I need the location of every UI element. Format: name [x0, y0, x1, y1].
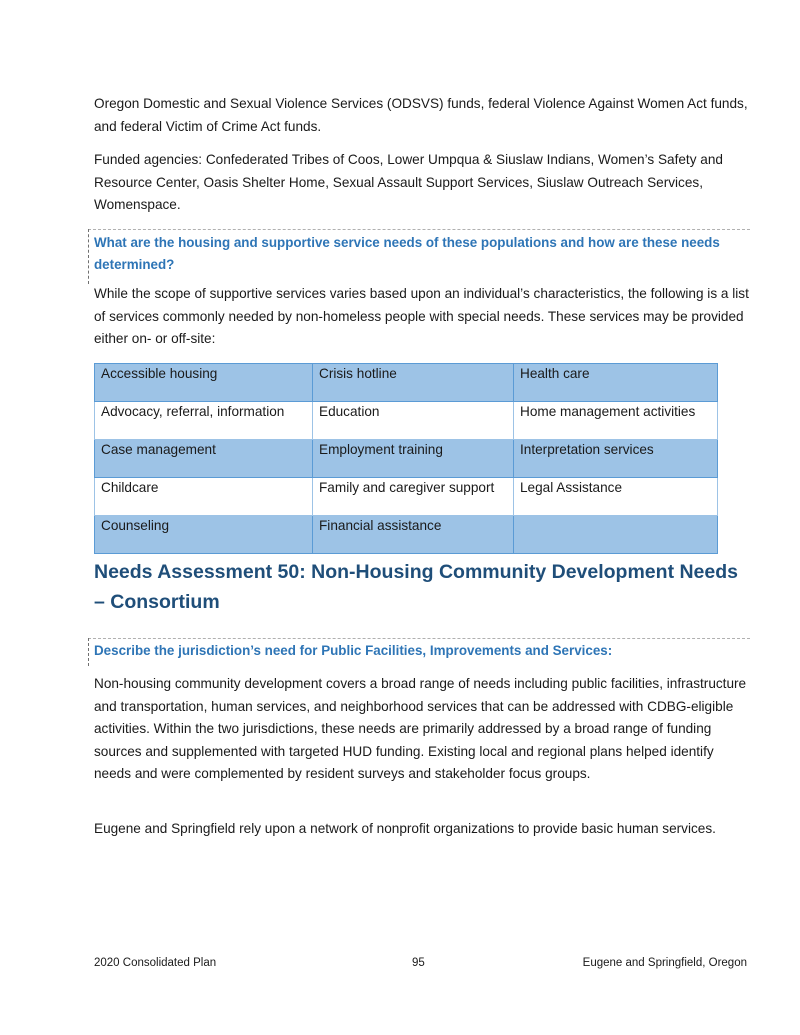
services-table	[94, 363, 718, 554]
table-cell	[514, 516, 718, 554]
table-row	[95, 478, 718, 516]
table-cell: Advocacy, referral, information	[95, 402, 313, 440]
table-row	[95, 402, 718, 440]
section-divider	[88, 638, 750, 639]
section-marker	[88, 229, 89, 284]
footer-right: Eugene and Springfield, Oregon	[582, 957, 747, 969]
table-cell: Health care	[514, 364, 718, 402]
question-public-facilities: Describe the jurisdiction’s need for Public Facilities, Improvements and Services:	[94, 643, 613, 658]
table-cell: Counseling	[95, 516, 313, 554]
table-cell: Education	[313, 402, 514, 440]
question-housing-needs: What are the housing and supportive service needs of these populations and how are these needs determined?	[94, 235, 720, 272]
page-number: 95	[412, 957, 425, 969]
table-cell: Interpretation services	[514, 440, 718, 478]
section-marker	[88, 638, 89, 666]
answer-nonprofits: Eugene and Springfield rely upon a network of nonprofit organizations to provide basic human services.	[94, 821, 716, 836]
table-row	[95, 440, 718, 478]
table-cell: Employment training	[313, 440, 514, 478]
table-cell: Childcare	[95, 478, 313, 516]
table-cell: Financial assistance	[313, 516, 514, 554]
section-heading: Needs Assessment 50: Non-Housing Community Development Needs – Consortium	[94, 561, 739, 613]
table-cell: Home management activities	[514, 402, 718, 440]
paragraph-funded-agencies: Funded agencies: Confederated Tribes of Coos, Lower Umpqua & Siuslaw Indians, Women’s Safety and Resource Center, Oasis Shelter Home, Sexual Assault Support Services, Siuslaw Outreach Services, Womenspace.	[94, 152, 723, 212]
table-row	[95, 516, 718, 554]
table-cell: Case management	[95, 440, 313, 478]
table-cell: Crisis hotline	[313, 364, 514, 402]
answer-housing-needs: While the scope of supportive services varies based upon an individual’s characteristics, the following is a list of services commonly needed by non-homeless people with special needs. These services may be provided either on- or off-site:	[94, 286, 749, 346]
table-row	[95, 364, 718, 402]
answer-public-facilities: Non-housing community development covers a broad range of needs including public facilities, infrastructure and transportation, human services, and neighborhood services that can be addressed with CDBG-eligible activities. Within the two jurisdictions, these needs are primarily addressed by a broad range of funding sources and supplemented with targeted HUD funding. Existing local and regional plans helped identify needs and were complemented by resident surveys and stakeholder focus groups.	[94, 676, 747, 781]
table-cell: Legal Assistance	[514, 478, 718, 516]
paragraph-funds: Oregon Domestic and Sexual Violence Services (ODSVS) funds, federal Violence Against Women Act funds, and federal Victim of Crime Act funds.	[94, 96, 748, 134]
table-cell: Accessible housing	[95, 364, 313, 402]
section-divider	[88, 229, 750, 230]
footer-left: 2020 Consolidated Plan	[94, 957, 217, 969]
table-cell: Family and caregiver support	[313, 478, 514, 516]
